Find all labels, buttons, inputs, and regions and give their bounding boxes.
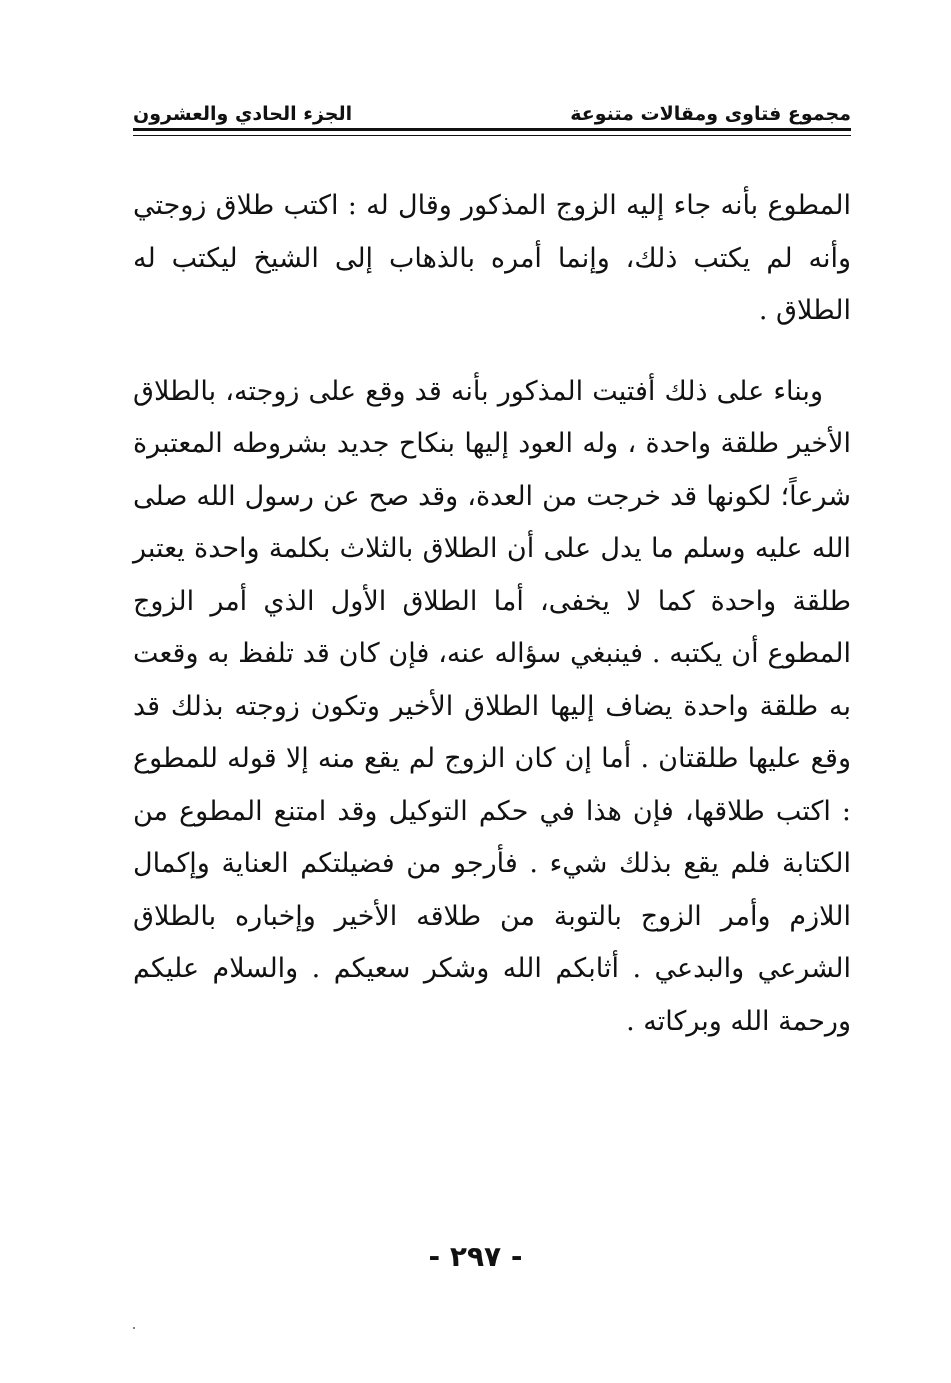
body-text [133, 180, 851, 1048]
paragraph: المطوع بأنه جاء إليه الزوج المذكور وقال له : اكتب طلاق زوجتي وأنه لم يكتب ذلك، وإنما أمره بالذهاب إلى الشيخ ليكتب له الطلاق . [133, 190, 851, 326]
header-rule-thin [133, 135, 851, 136]
scan-speck [133, 1327, 135, 1329]
volume-label: الجزء الحادي والعشرون [133, 103, 353, 125]
page-number: - ٢٩٧ - [428, 1240, 523, 1273]
book-title: مجموع فتاوى ومقالات متنوعة [570, 103, 851, 125]
header-rule-thick [133, 128, 851, 131]
paragraph: وبناء على ذلك أفتيت المذكور بأنه قد وقع على زوجته، بالطلاق الأخير طلقة واحدة ، وله العود إليها بنكاح جديد بشروطه المعتبرة شرعاً؛ لكونها قد خرجت من العدة، وقد صح عن رسول الله صلى الله عليه وسلم ما يدل على أن الطلاق بالثلاث بكلمة واحدة يعتبر طلقة واحدة كما لا يخفى، أما الطلاق الأول الذي أمر الزوج المطوع أن يكتبه . فينبغي سؤاله عنه، فإن كان قد تلفظ به وقعت به طلقة واحدة يضاف إليها الطلاق الأخير وتكون زوجته بذلك قد وقع عليها طلقتان . أما إن كان الزوج لم يقع منه إلا قوله للمطوع : اكتب طلاقها، فإن هذا في حكم التوكيل وقد امتنع المطوع من الكتابة فلم يقع بذلك شيء . فأرجو من فضيلتكم العناية وإكمال اللازم وأمر الزوج بالتوبة من طلاقه الأخير وإخباره بالطلاق الشرعي والبدعي . أثابكم الله وشكر سعيكم . والسلام عليكم ورحمة الله وبركاته . [133, 375, 851, 1037]
running-header [133, 96, 851, 126]
